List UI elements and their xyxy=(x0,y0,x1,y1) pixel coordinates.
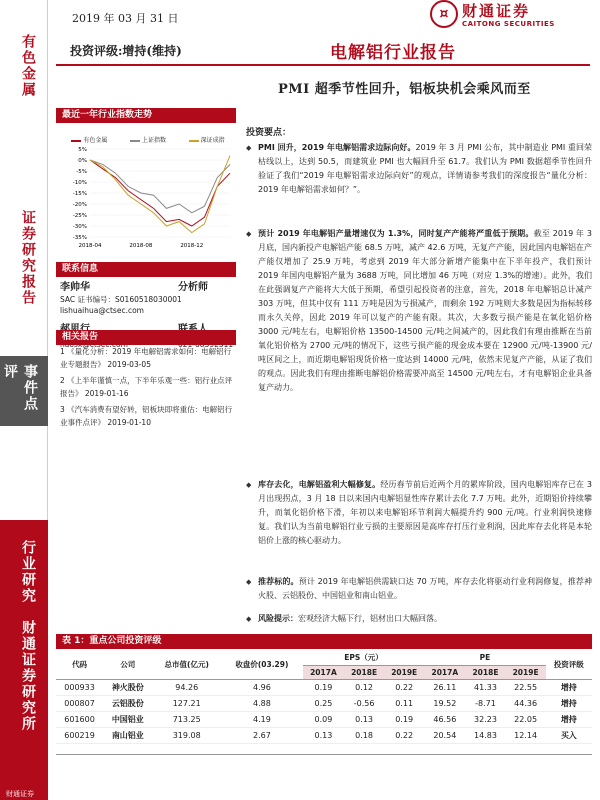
table-cell: 增持 xyxy=(546,712,592,728)
table-cell: 12.14 xyxy=(506,728,546,744)
table-cell: 0.19 xyxy=(303,680,344,696)
point-pmi xyxy=(246,141,592,197)
y-tick-label: -30% xyxy=(72,224,87,230)
col-pe-2018: 2018E xyxy=(465,666,505,680)
col-pe-2017: 2017A xyxy=(424,666,465,680)
point-output xyxy=(246,227,592,395)
related-reports xyxy=(56,346,236,433)
sidebar-red-band xyxy=(0,520,48,800)
table-cell: -8.71 xyxy=(465,696,505,712)
y-tick-label: -10% xyxy=(72,180,87,186)
index-trend-chart xyxy=(56,125,236,255)
col-close: 收盘价(03.29) xyxy=(221,650,303,680)
logo-cn-text: 财通证券 xyxy=(462,2,531,20)
col-company: 公司 xyxy=(103,650,152,680)
legend-label: 有色金属 xyxy=(83,137,108,144)
table-cell: 600219 xyxy=(56,728,103,744)
table-cell: 601600 xyxy=(56,712,103,728)
table-cell: 4.88 xyxy=(221,696,303,712)
analyst-role: 分析师 xyxy=(178,282,208,293)
related-heading: 相关报告 xyxy=(56,330,236,345)
col-eps-2017: 2017A xyxy=(303,666,344,680)
table-cell: 44.36 xyxy=(506,696,546,712)
sidebar-dark-band xyxy=(0,356,48,426)
point-recommend-body: 预计 2019 年电解铝供需缺口达 70 万吨，库存去化将驱动行业利润修复，推荐神火股、云铝股份、中国铝业和南山铝业。 xyxy=(258,577,592,600)
series-line-2 xyxy=(90,156,230,233)
table-row xyxy=(56,696,592,712)
table-heading: 表 1：重点公司投资评级 xyxy=(56,634,592,649)
sidebar-industry-research: 行业研究 xyxy=(20,540,36,604)
col-eps-2018: 2018E xyxy=(344,666,384,680)
table-cell: 94.26 xyxy=(153,680,221,696)
contact-heading: 联系信息 xyxy=(56,262,236,277)
table-cell: 32.23 xyxy=(465,712,505,728)
table-cell: 22.55 xyxy=(506,680,546,696)
table-cell: 000807 xyxy=(56,696,103,712)
series-line-1 xyxy=(90,160,230,213)
company-logo xyxy=(430,0,590,36)
point-inventory xyxy=(246,478,592,548)
table-cell: 000933 xyxy=(56,680,103,696)
table-cell: 2.67 xyxy=(221,728,303,744)
col-code: 代码 xyxy=(56,650,103,680)
footer-mark: 财通证券 xyxy=(0,788,40,800)
related-report-link[interactable]: 2 《上半年谨慎一点，下半年乐观一些：铝行业点评报告》 2019-01-16 xyxy=(60,376,233,398)
col-eps-2019: 2019E xyxy=(384,666,424,680)
table-bottom-rule xyxy=(56,754,592,755)
table-cell: 14.83 xyxy=(465,728,505,744)
col-rating: 投资评级 xyxy=(546,650,592,680)
table-cell: 0.22 xyxy=(384,680,424,696)
report-title: 电解铝行业报告 xyxy=(330,43,456,63)
point-inventory-lead: 库存去化，电解铝盈利大幅修复。 xyxy=(258,480,381,489)
sidebar-institute: 财通证券研究所 xyxy=(20,620,36,732)
report-subtitle: PMI 超季节性回升，铝板块机会乘风而至 xyxy=(278,82,531,97)
point-recommend-lead: 推荐标的。 xyxy=(258,577,299,586)
table-cell: 增持 xyxy=(546,696,592,712)
sidebar-event-review: 事件点评 xyxy=(2,364,38,412)
legend-label: 上证指数 xyxy=(141,137,166,144)
y-tick-label: -20% xyxy=(72,202,87,208)
x-tick-label: 2018-04 xyxy=(78,243,102,249)
logo-en-text: CAITONG SECURITIES xyxy=(462,20,555,28)
y-tick-label: -5% xyxy=(76,169,87,175)
coin-logo-icon: ¤ xyxy=(430,0,458,28)
related-report-link[interactable]: 3 《汽车消费有望好转，铝板块即将重估：电解铝行业事件点评》 2019-01-10 xyxy=(60,405,233,427)
table-cell: 713.25 xyxy=(153,712,221,728)
analyst-cert: SAC 证书编号：S0160518030001 xyxy=(60,295,182,304)
point-output-lead: 预计 2019 年电解铝产量增速仅为 1.3%，同时复产产能将严重低于预期。 xyxy=(258,229,534,238)
table-cell: 增持 xyxy=(546,680,592,696)
point-risk-body: 宏观经济大幅下行，铝材出口大幅回落。 xyxy=(298,614,442,623)
y-tick-label: -25% xyxy=(72,213,87,219)
point-risk-lead: 风险提示： xyxy=(258,614,298,623)
table-cell: 0.12 xyxy=(344,680,384,696)
table-cell: 319.08 xyxy=(153,728,221,744)
table-cell: 20.54 xyxy=(424,728,465,744)
table-cell: 41.33 xyxy=(465,680,505,696)
y-tick-label: 5% xyxy=(78,147,87,153)
table-cell: 0.11 xyxy=(384,696,424,712)
table-cell: 46.56 xyxy=(424,712,465,728)
table-cell: 云铝股份 xyxy=(103,696,152,712)
table-cell: 0.09 xyxy=(303,712,344,728)
table-cell: 26.11 xyxy=(424,680,465,696)
point-risk xyxy=(246,612,592,626)
table-cell: 0.18 xyxy=(344,728,384,744)
y-tick-label: 0% xyxy=(78,158,87,164)
table-cell: 神火股份 xyxy=(103,680,152,696)
table-cell: 0.13 xyxy=(344,712,384,728)
key-points-heading: 投资要点： xyxy=(246,128,292,138)
point-pmi-body: 2019 年 3 月 PMI 公布，其中制造业 PMI 重回荣枯线以上，达到 50.5，而建筑业 PMI 也大幅回升至 61.7。我们认为 PMI 数据超季节性回升验证了我们“2019 年电解铝需求边际向好”的观点，详情请参考我们的深度报告“量化分析：2019 年电解铝需求如何？”。 xyxy=(258,143,593,194)
table-cell: 127.21 xyxy=(153,696,221,712)
left-sidebar xyxy=(0,0,48,800)
report-date: 2019 年 03 月 31 日 xyxy=(72,12,179,25)
col-group-pe: PE xyxy=(424,650,545,666)
table-row xyxy=(56,728,592,744)
y-tick-label: -35% xyxy=(72,235,87,241)
point-pmi-lead: PMI 回升，2019 年电解铝需求边际向好。 xyxy=(258,143,416,152)
sidebar-category: 有色金属 xyxy=(20,34,36,98)
table-cell: 0.19 xyxy=(384,712,424,728)
col-group-eps: EPS（元） xyxy=(303,650,424,666)
col-mktcap: 总市值(亿元) xyxy=(153,650,221,680)
table-cell: 22.05 xyxy=(506,712,546,728)
x-tick-label: 2018-12 xyxy=(180,243,204,249)
table-cell: 19.52 xyxy=(424,696,465,712)
y-tick-label: -15% xyxy=(72,191,87,197)
col-pe-2019: 2019E xyxy=(506,666,546,680)
table-cell: 0.13 xyxy=(303,728,344,744)
key-company-table xyxy=(56,650,592,744)
legend-label: 深证成指 xyxy=(200,137,225,144)
trend-svg xyxy=(56,125,236,255)
table-cell: 4.19 xyxy=(221,712,303,728)
table-cell: 0.25 xyxy=(303,696,344,712)
table-cell: 南山铝业 xyxy=(103,728,152,744)
table-cell: 买入 xyxy=(546,728,592,744)
point-inventory-body: 经历春节前后近两个月的累库阶段，国内电解铝库存已在 3 月出现拐点，3 月 18 日以来国内电解铝显性库存累计去化 7.7 万吨。此外，近期铝价持续攀升，而氧化铝价格下滑，年初以来电解铝环节利润大幅提升约 900 元/吨。行业利润快速修复。我们认为当前电解铝行业亏损的主要原因是高库存打压行业利润，因此库存去化将是本轮铝价上涨的核心驱动力。 xyxy=(258,480,592,545)
investment-rating: 投资评级:增持(维持) xyxy=(70,44,182,58)
sidebar-report-type: 证券研究报告 xyxy=(20,210,36,306)
table-cell: -0.56 xyxy=(344,696,384,712)
point-output-body: 截至 2019 年 3 月底，国内新投产电解铝产能 68.5 万吨，减产 42.6 万吨，无复产产能，因此国内电解铝在产产能仅增加了 25.9 万吨，考虑到 2019 年大部分新增产能集中在下半年投产，我们预计 2019 年国内电解铝产量为 3688 万吨，同比增加 46 万吨（对应 1.3%的增速）。此外，我们在此强调复产产能将大大低于预期，希望引起投资者的注意，首先，2018 年电解铝总计减产 303 万吨，但其中仅有 111 万吨是因为亏损减产，而剩余 192 万吨则大多数是因为指标转移而永久关停，因此 2019 年可以复产的产能有限。其次，大多数亏损产能是在氧化铝价格 3000 元/吨左右，电解铝价格 13500-14500 元/吨之间减产的，因此我们有理由推断在当前氧化铝价格为 2700 元/吨的情况下，这些亏损产能的现金成本要在 12900 元/吨-13900 元/吨区间之上，而近期电解铝现货价格一度达到 14000 元/吨，依然未见复产产能，从证了我们的观点。因此我们有理由推断电解铝价格需要冲高至 14500 元/吨左右，才有电解铝企业具备复产动力。 xyxy=(258,229,593,392)
table-cell: 4.96 xyxy=(221,680,303,696)
table-row xyxy=(56,712,592,728)
x-tick-label: 2018-08 xyxy=(129,243,153,249)
analyst-email[interactable]: lishuaihua@ctsec.com xyxy=(60,306,144,315)
header-divider xyxy=(56,64,590,66)
analyst-name: 李帅华 xyxy=(60,282,90,293)
table-row xyxy=(56,680,592,696)
index-trend-heading: 最近一年行业指数走势 xyxy=(56,108,236,123)
point-recommend xyxy=(246,575,592,603)
table-cell: 0.22 xyxy=(384,728,424,744)
table-cell: 中国铝业 xyxy=(103,712,152,728)
related-report-link[interactable]: 1 《量化分析：2019 年电解铝需求如何：电解铝行业专题报告》 2019-03-05 xyxy=(60,347,232,369)
